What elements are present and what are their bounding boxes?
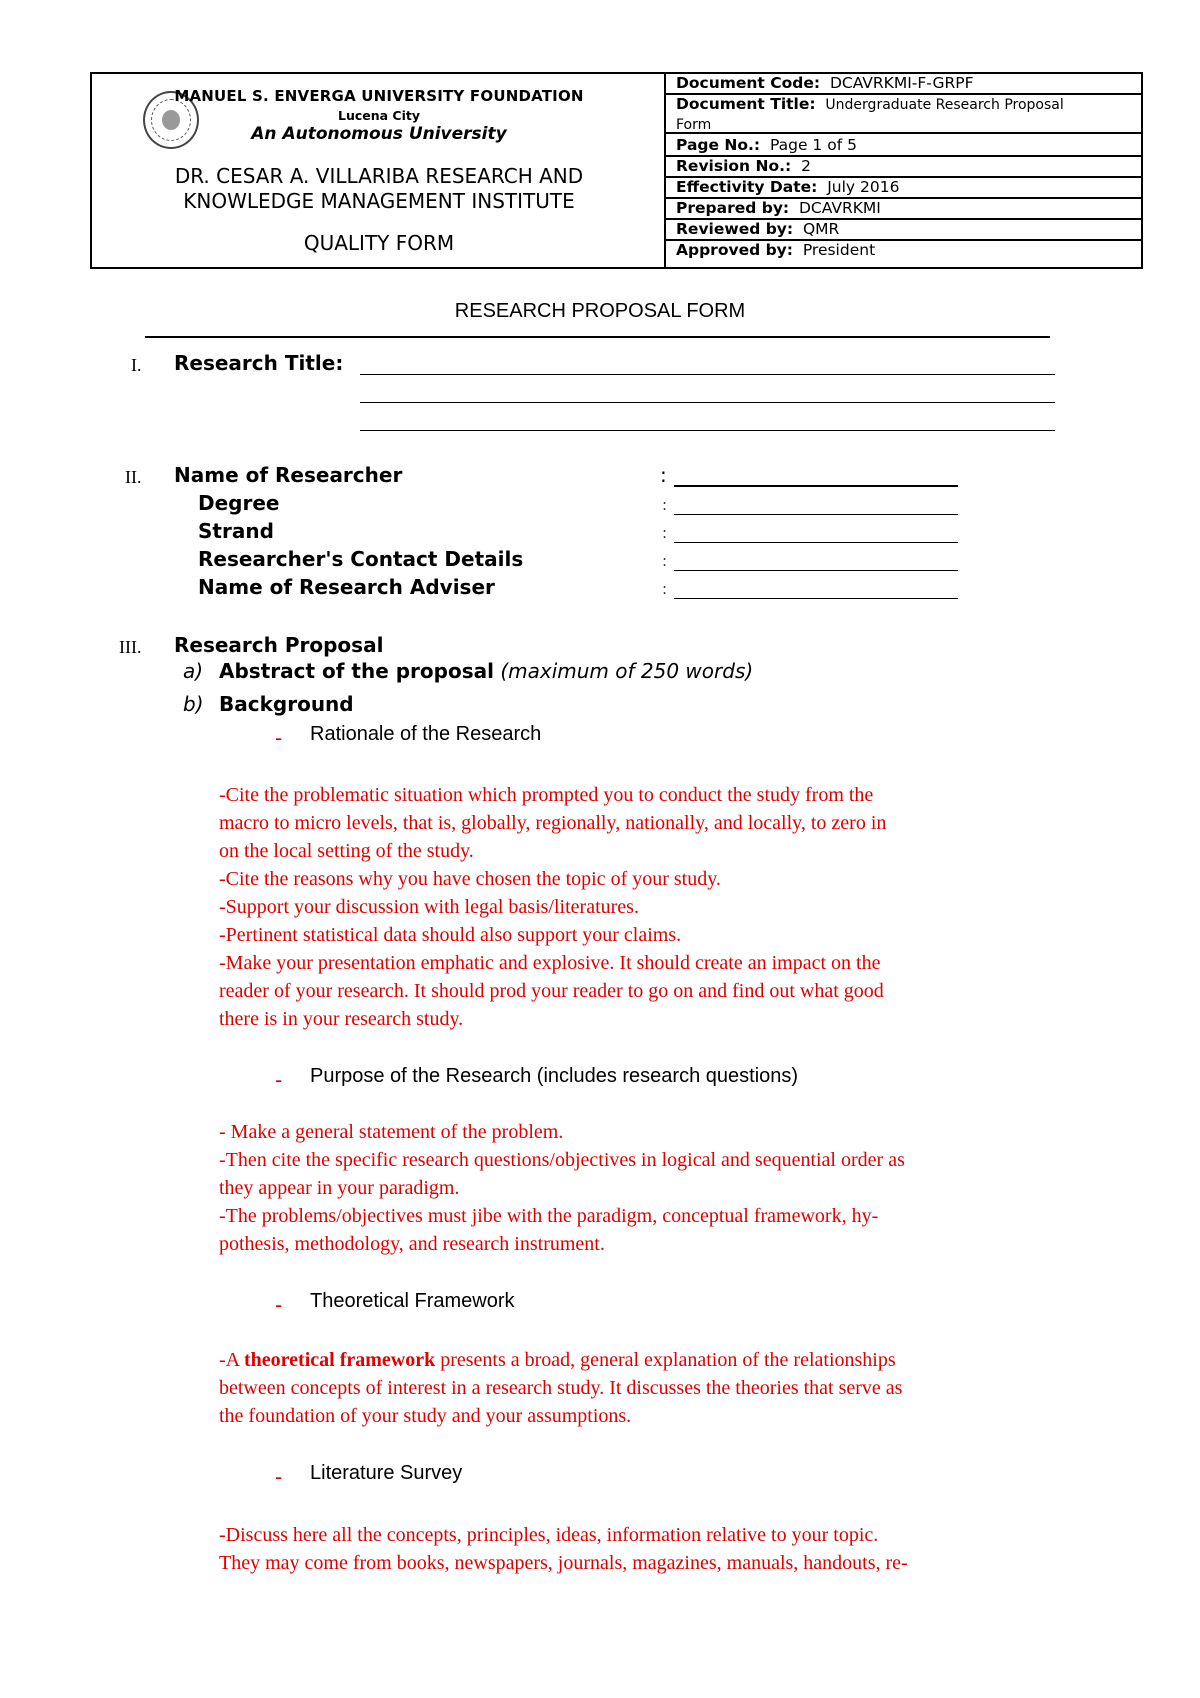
- document-meta-table: [666, 74, 1141, 267]
- researcher-name-label: Name of Researcher: [174, 463, 403, 487]
- meta-prepared-by: Prepared by: DCAVRKMI: [666, 199, 1141, 220]
- rationale-note-line: reader of your research. It should prod your reader to go on and find out what good: [219, 980, 884, 1002]
- purpose-note-line: pothesis, methodology, and research instrument.: [219, 1233, 605, 1255]
- colon: :: [662, 524, 668, 542]
- rationale-note-line: there is in your research study.: [219, 1008, 464, 1030]
- document-header: [90, 72, 1143, 269]
- bullet-dash: -: [275, 1293, 283, 1317]
- framework-note-line: between concepts of interest in a research study. It discusses the theories that serve as: [219, 1377, 903, 1399]
- contact-details-label: Researcher's Contact Details: [198, 547, 524, 571]
- section-2-numeral: II.: [125, 467, 142, 487]
- university-city: Lucena City: [337, 108, 421, 123]
- quality-form-label: QUALITY FORM: [303, 231, 455, 255]
- rationale-note-line: -Support your discussion with legal basis/literatures.: [219, 896, 639, 918]
- form-title: RESEARCH PROPOSAL FORM: [454, 300, 746, 322]
- colon: :: [662, 552, 668, 570]
- adviser-name-field[interactable]: [674, 598, 958, 599]
- literature-survey-heading: Literature Survey: [310, 1462, 463, 1484]
- institute-name-line1: DR. CESAR A. VILLARIBA RESEARCH AND: [174, 164, 584, 188]
- research-title-field-line2[interactable]: [360, 402, 1055, 403]
- rationale-note-line: on the local setting of the study.: [219, 840, 474, 862]
- rationale-note-line: -Cite the reasons why you have chosen the topic of your study.: [219, 868, 721, 890]
- university-tagline: An Autonomous University: [251, 124, 507, 144]
- literature-note-line: They may come from books, newspapers, journals, magazines, manuals, handouts, re-: [219, 1552, 908, 1574]
- purpose-note-line: -Then cite the specific research questions/objectives in logical and sequential order as: [219, 1149, 905, 1171]
- meta-page-no: Page No.: Page 1 of 5: [666, 134, 1141, 157]
- institution-block: [92, 74, 666, 267]
- research-title-label: Research Title:: [174, 351, 344, 375]
- rationale-note-line: -Cite the problematic situation which prompted you to conduct the study from the: [219, 784, 874, 806]
- adviser-name-label: Name of Research Adviser: [198, 575, 495, 599]
- purpose-note-line: they appear in your paradigm.: [219, 1177, 460, 1199]
- degree-field[interactable]: [674, 514, 958, 515]
- colon: :: [660, 463, 667, 487]
- strand-label: Strand: [198, 519, 274, 543]
- strand-field[interactable]: [674, 542, 958, 543]
- university-name: MANUEL S. ENVERGA UNIVERSITY FOUNDATION: [174, 87, 584, 105]
- purpose-note-line: -The problems/objectives must jibe with the paradigm, conceptual framework, hy-: [219, 1205, 879, 1227]
- item-b-marker: b): [183, 692, 204, 716]
- item-a-marker: a): [183, 659, 204, 683]
- colon: :: [662, 496, 668, 514]
- background-heading: Background: [219, 692, 354, 716]
- framework-note-line: the foundation of your study and your assumptions.: [219, 1405, 632, 1427]
- purpose-note-line: - Make a general statement of the problem.: [219, 1121, 564, 1143]
- research-title-field-line3[interactable]: [360, 430, 1055, 431]
- research-proposal-heading: Research Proposal: [174, 633, 384, 657]
- degree-label: Degree: [198, 491, 280, 515]
- title-divider: [145, 336, 1050, 338]
- literature-note-line: -Discuss here all the concepts, principles, ideas, information relative to your topic.: [219, 1524, 879, 1546]
- section-1-numeral: I.: [131, 355, 142, 375]
- researcher-name-field[interactable]: [674, 485, 958, 487]
- section-3-numeral: III.: [119, 637, 142, 657]
- bullet-dash: -: [275, 1465, 283, 1489]
- framework-note-line: -A theoretical framework presents a broad, general explanation of the relationships: [219, 1349, 896, 1371]
- meta-reviewed-by: Reviewed by: QMR: [666, 220, 1141, 241]
- purpose-heading: Purpose of the Research (includes research questions): [310, 1065, 799, 1087]
- abstract-item: Abstract of the proposal (maximum of 250 words): [219, 659, 754, 683]
- bullet-dash: -: [275, 726, 283, 750]
- institute-name-line2: KNOWLEDGE MANAGEMENT INSTITUTE: [183, 189, 575, 213]
- rationale-heading: Rationale of the Research: [310, 723, 542, 745]
- rationale-note-line: macro to micro levels, that is, globally, regionally, nationally, and locally, to zero in: [219, 812, 887, 834]
- rationale-note-line: -Make your presentation emphatic and explosive. It should create an impact on the: [219, 952, 881, 974]
- colon: :: [662, 580, 668, 598]
- meta-document-code: Document Code: DCAVRKMI-F-GRPF: [666, 74, 1141, 95]
- rationale-note-line: -Pertinent statistical data should also support your claims.: [219, 924, 682, 946]
- meta-effectivity-date: Effectivity Date: July 2016: [666, 178, 1141, 199]
- meta-approved-by: Approved by: President: [676, 241, 876, 259]
- research-title-field-line1[interactable]: [360, 374, 1055, 375]
- bullet-dash: -: [275, 1068, 283, 1092]
- meta-document-title: Document Title: Undergraduate Research Proposal Form: [666, 95, 1141, 134]
- contact-details-field[interactable]: [674, 570, 958, 571]
- theoretical-framework-heading: Theoretical Framework: [310, 1290, 515, 1312]
- meta-revision-no: Revision No.: 2: [666, 157, 1141, 178]
